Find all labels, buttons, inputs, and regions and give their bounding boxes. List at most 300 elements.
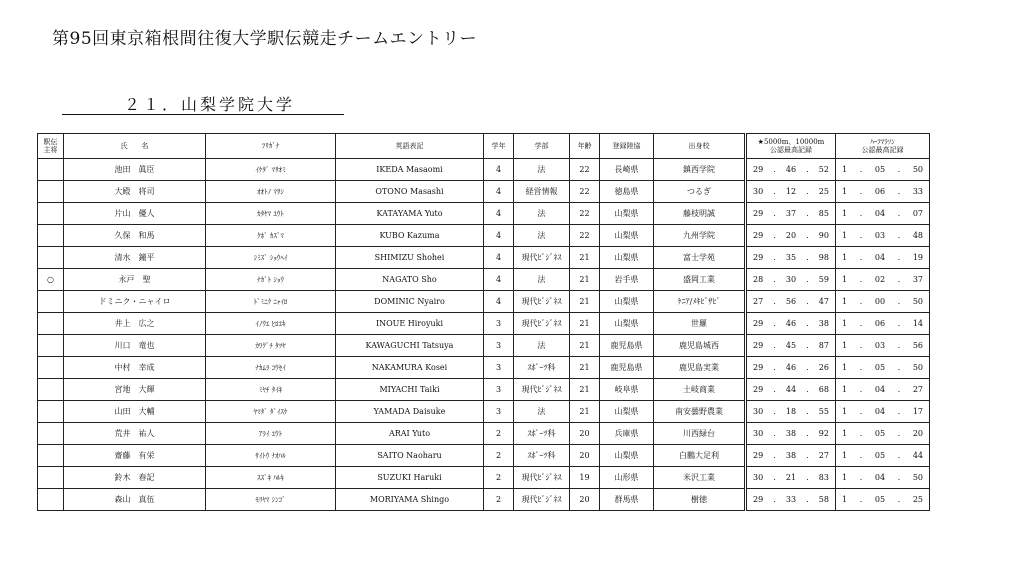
athlete-association: 岐阜県 — [600, 379, 654, 401]
athlete-name: 森山 真伍 — [64, 489, 206, 511]
record-5000-10000-parts — [747, 495, 835, 504]
athlete-name: 永戸 聖 — [64, 269, 206, 291]
record-5000-10000-part: 29 — [753, 319, 764, 328]
record-5000-10000-part: 20 — [785, 231, 797, 240]
athlete-association: 山形県 — [600, 467, 654, 489]
record-half-parts — [836, 275, 929, 284]
table-body — [38, 159, 930, 511]
record-separator: . — [897, 495, 901, 504]
athlete-english: YAMADA Daisuke — [336, 401, 484, 423]
athlete-name: 清水 鐘平 — [64, 247, 206, 269]
captain-mark — [38, 489, 64, 511]
record-half-part: 07 — [912, 209, 923, 218]
record-half-part: 05 — [874, 495, 886, 504]
record-5000-10000 — [746, 313, 836, 335]
record-separator: . — [773, 429, 776, 438]
record-5000-10000-parts — [747, 385, 835, 394]
athlete-kana: ｲﾉｳｴ ﾋﾛﾕｷ — [206, 313, 336, 335]
athlete-school: 土岐商業 — [654, 379, 746, 401]
athlete-age: 22 — [570, 181, 600, 203]
athlete-faculty: 法 — [514, 269, 570, 291]
record-5000-10000-part: 30 — [753, 429, 764, 438]
athlete-grade: 4 — [484, 203, 514, 225]
record-half-parts — [836, 451, 929, 460]
record-half-part: 1 — [842, 363, 848, 372]
record-separator: . — [897, 385, 901, 394]
record-half-part: 02 — [874, 275, 886, 284]
captain-mark — [38, 225, 64, 247]
record-separator: . — [806, 429, 809, 438]
record-5000-10000-parts — [747, 275, 835, 284]
record-separator: . — [859, 407, 863, 416]
record-separator: . — [859, 363, 863, 372]
header-ekiden: 駅伝 主将 — [38, 134, 64, 159]
athlete-kana: ｸﾎﾞ ｶｽﾞﾏ — [206, 225, 336, 247]
record-half-part: 03 — [874, 231, 886, 240]
record-5000-10000-part: 29 — [753, 253, 764, 262]
athlete-association: 山梨県 — [600, 445, 654, 467]
table-row — [38, 269, 930, 291]
record-separator: . — [859, 231, 863, 240]
record-5000-10000-part: 29 — [753, 231, 764, 240]
record-5000-10000-part: 28 — [753, 275, 764, 284]
record-half-parts — [836, 363, 929, 372]
athlete-association: 山梨県 — [600, 313, 654, 335]
table-header-row — [38, 134, 930, 159]
athlete-faculty: 現代ﾋﾞｼﾞﾈｽ — [514, 489, 570, 511]
record-half-part: 05 — [874, 165, 886, 174]
athlete-grade: 3 — [484, 357, 514, 379]
team-heading — [62, 92, 344, 115]
record-half-part: 1 — [842, 297, 848, 306]
record-5000-10000-part: 45 — [785, 341, 797, 350]
athlete-faculty: ｽﾎﾟｰﾂ科 — [514, 423, 570, 445]
record-5000-10000-part: 30 — [785, 275, 797, 284]
athlete-age: 21 — [570, 357, 600, 379]
athlete-faculty: 法 — [514, 401, 570, 423]
athlete-kana: ﾅｶﾑﾗ ｺｳｾｲ — [206, 357, 336, 379]
table-row — [38, 247, 930, 269]
athlete-name: 井上 広之 — [64, 313, 206, 335]
record-half-part: 37 — [912, 275, 923, 284]
captain-mark: ○ — [38, 269, 64, 291]
record-half — [836, 159, 930, 181]
athlete-name: 川口 竜也 — [64, 335, 206, 357]
athlete-school: 世羅 — [654, 313, 746, 335]
record-separator: . — [773, 275, 776, 284]
record-half-parts — [836, 231, 929, 240]
record-5000-10000 — [746, 269, 836, 291]
athlete-age: 21 — [570, 269, 600, 291]
athlete-school: 川西緑台 — [654, 423, 746, 445]
record-5000-10000-part: 18 — [785, 407, 797, 416]
record-half-part: 1 — [842, 473, 848, 482]
athlete-kana: ｽｽﾞｷ ﾊﾙｷ — [206, 467, 336, 489]
record-half-part: 04 — [874, 209, 886, 218]
athlete-association: 兵庫県 — [600, 423, 654, 445]
record-separator: . — [859, 187, 863, 196]
record-separator: . — [773, 297, 776, 306]
record-separator: . — [859, 165, 863, 174]
record-half-part: 20 — [912, 429, 923, 438]
record-half-part: 05 — [874, 363, 886, 372]
athlete-name: 片山 優人 — [64, 203, 206, 225]
record-5000-10000-parts — [747, 253, 835, 262]
record-half-part: 05 — [874, 429, 886, 438]
record-separator: . — [897, 451, 901, 460]
athlete-grade: 4 — [484, 269, 514, 291]
record-half — [836, 379, 930, 401]
athlete-age: 22 — [570, 225, 600, 247]
record-5000-10000-part: 87 — [818, 341, 829, 350]
athlete-association: 鹿児島県 — [600, 357, 654, 379]
record-half-parts — [836, 341, 929, 350]
record-5000-10000 — [746, 291, 836, 313]
athlete-age: 21 — [570, 335, 600, 357]
record-5000-10000-parts — [747, 209, 835, 218]
record-half — [836, 181, 930, 203]
record-separator: . — [897, 473, 901, 482]
record-half-part: 1 — [842, 165, 848, 174]
record-5000-10000-part: 47 — [818, 297, 829, 306]
record-5000-10000 — [746, 357, 836, 379]
header-school: 出身校 — [654, 134, 746, 159]
record-5000-10000-part: 29 — [753, 165, 764, 174]
table-row — [38, 379, 930, 401]
athlete-name: 齋藤 有栄 — [64, 445, 206, 467]
record-5000-10000-part: 98 — [818, 253, 829, 262]
record-5000-10000-part: 33 — [785, 495, 797, 504]
athlete-faculty: 現代ﾋﾞｼﾞﾈｽ — [514, 467, 570, 489]
athlete-faculty: 法 — [514, 335, 570, 357]
record-half — [836, 489, 930, 511]
record-half-part: 19 — [912, 253, 923, 262]
athlete-association: 山梨県 — [600, 291, 654, 313]
record-half-part: 1 — [842, 275, 848, 284]
athlete-association: 岩手県 — [600, 269, 654, 291]
table-row — [38, 203, 930, 225]
record-half-part: 05 — [874, 451, 886, 460]
record-half — [836, 357, 930, 379]
athlete-english: SAITO Naoharu — [336, 445, 484, 467]
record-5000-10000-part: 52 — [818, 165, 829, 174]
record-separator: . — [859, 385, 863, 394]
athlete-association: 山梨県 — [600, 247, 654, 269]
record-5000-10000 — [746, 467, 836, 489]
record-half — [836, 203, 930, 225]
athlete-faculty: 法 — [514, 159, 570, 181]
record-separator: . — [806, 451, 809, 460]
header-registered: 登録陸協 — [600, 134, 654, 159]
record-half — [836, 225, 930, 247]
captain-mark — [38, 379, 64, 401]
record-5000-10000-part: 30 — [753, 473, 764, 482]
athlete-school: 富士学苑 — [654, 247, 746, 269]
athlete-age: 22 — [570, 159, 600, 181]
record-half-parts — [836, 297, 929, 306]
record-half-part: 44 — [912, 451, 923, 460]
record-5000-10000-part: 30 — [753, 407, 764, 416]
record-separator: . — [773, 231, 776, 240]
record-5000-10000 — [746, 445, 836, 467]
athlete-name: 大殿 将司 — [64, 181, 206, 203]
table-row — [38, 467, 930, 489]
athlete-grade: 3 — [484, 401, 514, 423]
record-5000-10000-part: 55 — [818, 407, 829, 416]
athlete-english: NAKAMURA Kosei — [336, 357, 484, 379]
record-half — [836, 335, 930, 357]
athlete-grade: 4 — [484, 225, 514, 247]
record-half-parts — [836, 187, 929, 196]
record-5000-10000 — [746, 181, 836, 203]
athlete-kana: ﾄﾞﾐﾆｸ ﾆｬｲﾛ — [206, 291, 336, 313]
athlete-school: 鎮西学院 — [654, 159, 746, 181]
record-5000-10000-parts — [747, 363, 835, 372]
athlete-english: MIYACHI Taiki — [336, 379, 484, 401]
record-5000-10000-parts — [747, 187, 835, 196]
athlete-english: MORIYAMA Shingo — [336, 489, 484, 511]
record-5000-10000 — [746, 379, 836, 401]
record-5000-10000-parts — [747, 165, 835, 174]
athlete-grade: 4 — [484, 247, 514, 269]
record-5000-10000-parts — [747, 451, 835, 460]
record-5000-10000-part: 44 — [785, 385, 797, 394]
record-half — [836, 423, 930, 445]
record-5000-10000-part: 56 — [785, 297, 797, 306]
record-separator: . — [897, 231, 901, 240]
record-half-parts — [836, 495, 929, 504]
athlete-name: 池田 眞臣 — [64, 159, 206, 181]
athlete-faculty: 法 — [514, 203, 570, 225]
athlete-english: KUBO Kazuma — [336, 225, 484, 247]
record-half-part: 00 — [874, 297, 886, 306]
header-age: 年齢 — [570, 134, 600, 159]
athlete-association: 群馬県 — [600, 489, 654, 511]
athlete-age: 21 — [570, 379, 600, 401]
record-half-part: 04 — [874, 253, 886, 262]
record-half-part: 50 — [912, 165, 923, 174]
record-separator: . — [806, 473, 809, 482]
athlete-faculty: ｽﾎﾟｰﾂ科 — [514, 357, 570, 379]
table-row — [38, 445, 930, 467]
athlete-age: 19 — [570, 467, 600, 489]
table-row — [38, 181, 930, 203]
record-5000-10000 — [746, 225, 836, 247]
record-separator: . — [806, 407, 809, 416]
athlete-association: 山梨県 — [600, 401, 654, 423]
athlete-grade: 3 — [484, 379, 514, 401]
record-separator: . — [859, 253, 863, 262]
record-half-parts — [836, 253, 929, 262]
record-5000-10000-part: 46 — [785, 319, 797, 328]
record-5000-10000-part: 38 — [818, 319, 829, 328]
athlete-english: INOUE Hiroyuki — [336, 313, 484, 335]
record-5000-10000-parts — [747, 319, 835, 328]
athlete-kana: ﾔﾏﾀﾞ ﾀﾞｲｽｹ — [206, 401, 336, 423]
record-5000-10000-part: 83 — [818, 473, 829, 482]
record-half-part: 50 — [912, 473, 923, 482]
captain-mark — [38, 159, 64, 181]
athlete-grade: 2 — [484, 445, 514, 467]
athlete-kana: ｻｲﾄｳ ﾅｵﾊﾙ — [206, 445, 336, 467]
table-row — [38, 357, 930, 379]
record-separator: . — [773, 187, 776, 196]
athlete-grade: 4 — [484, 291, 514, 313]
record-half-part: 48 — [912, 231, 923, 240]
athlete-english: DOMINIC Nyairo — [336, 291, 484, 313]
record-half-part: 1 — [842, 429, 848, 438]
athlete-kana: ﾅｶﾞﾄ ｼｮｳ — [206, 269, 336, 291]
athlete-faculty: 現代ﾋﾞｼﾞﾈｽ — [514, 247, 570, 269]
record-half-parts — [836, 385, 929, 394]
record-half-part: 17 — [912, 407, 923, 416]
record-separator: . — [859, 495, 863, 504]
record-separator: . — [806, 209, 809, 218]
athlete-name: 荒井 祐人 — [64, 423, 206, 445]
record-half-part: 25 — [912, 495, 923, 504]
record-half-part: 1 — [842, 407, 848, 416]
record-half-parts — [836, 473, 929, 482]
athlete-school: 盛岡工業 — [654, 269, 746, 291]
captain-mark — [38, 357, 64, 379]
athlete-kana: ｱﾗｲ ﾕｳﾄ — [206, 423, 336, 445]
team-name: ２１．山梨学院大学 — [124, 95, 296, 114]
table-row — [38, 313, 930, 335]
record-separator: . — [806, 341, 809, 350]
record-separator: . — [859, 319, 863, 328]
record-5000-10000-part: 92 — [818, 429, 829, 438]
athlete-kana: ｶﾜｸﾞﾁ ﾀﾂﾔ — [206, 335, 336, 357]
athlete-faculty: 法 — [514, 225, 570, 247]
header-kana: ﾌﾘｶﾞﾅ — [206, 134, 336, 159]
athlete-grade: 4 — [484, 181, 514, 203]
athlete-school: 南安曇野農業 — [654, 401, 746, 423]
record-separator: . — [859, 473, 863, 482]
header-faculty: 学部 — [514, 134, 570, 159]
record-5000-10000-part: 46 — [785, 165, 797, 174]
record-separator: . — [859, 275, 863, 284]
record-5000-10000-part: 35 — [785, 253, 797, 262]
record-separator: . — [806, 319, 809, 328]
athlete-association: 長崎県 — [600, 159, 654, 181]
athlete-name: 鈴木 春記 — [64, 467, 206, 489]
athlete-school: 樹徳 — [654, 489, 746, 511]
record-half-part: 50 — [912, 297, 923, 306]
athlete-name: 山田 大輔 — [64, 401, 206, 423]
record-separator: . — [806, 297, 809, 306]
athlete-kana: ﾐﾔﾁ ﾀｲｷ — [206, 379, 336, 401]
header-english: 英語表記 — [336, 134, 484, 159]
record-half — [836, 401, 930, 423]
record-separator: . — [859, 209, 863, 218]
athlete-age: 20 — [570, 489, 600, 511]
record-5000-10000-part: 85 — [818, 209, 829, 218]
athlete-grade: 3 — [484, 335, 514, 357]
record-5000-10000-part: 68 — [818, 385, 829, 394]
page-title: 第95回東京箱根間往復大学駅伝競走チームエントリー — [52, 29, 478, 49]
record-separator: . — [859, 451, 863, 460]
record-5000-10000-part: 29 — [753, 209, 764, 218]
record-5000-10000-part: 29 — [753, 451, 764, 460]
athlete-english: NAGATO Sho — [336, 269, 484, 291]
athlete-kana: ｲｹﾀﾞ ﾏｻｵﾐ — [206, 159, 336, 181]
record-separator: . — [806, 165, 809, 174]
athlete-name: 中村 幸成 — [64, 357, 206, 379]
record-half — [836, 445, 930, 467]
record-separator: . — [897, 363, 901, 372]
athlete-faculty: 経営情報 — [514, 181, 570, 203]
athlete-english: IKEDA Masaomi — [336, 159, 484, 181]
athlete-school: つるぎ — [654, 181, 746, 203]
record-separator: . — [806, 363, 809, 372]
athlete-school: 鹿児島実業 — [654, 357, 746, 379]
record-separator: . — [773, 363, 776, 372]
captain-mark — [38, 313, 64, 335]
record-5000-10000-part: 37 — [785, 209, 797, 218]
record-half-part: 1 — [842, 253, 848, 262]
captain-mark — [38, 467, 64, 489]
captain-mark — [38, 335, 64, 357]
athlete-school: 米沢工業 — [654, 467, 746, 489]
record-5000-10000-parts — [747, 473, 835, 482]
header-grade: 学年 — [484, 134, 514, 159]
athlete-age: 22 — [570, 203, 600, 225]
record-half-part: 04 — [874, 407, 886, 416]
record-separator: . — [773, 495, 776, 504]
record-5000-10000-parts — [747, 231, 835, 240]
record-separator: . — [859, 297, 863, 306]
record-separator: . — [859, 341, 863, 350]
record-5000-10000 — [746, 159, 836, 181]
athlete-age: 20 — [570, 423, 600, 445]
athlete-age: 21 — [570, 313, 600, 335]
athlete-association: 山梨県 — [600, 203, 654, 225]
athlete-grade: 2 — [484, 467, 514, 489]
record-5000-10000-parts — [747, 297, 835, 306]
record-separator: . — [773, 451, 776, 460]
record-separator: . — [773, 209, 776, 218]
athlete-school: ｹﾆｱ/ﾒｷﾋﾞｻﾋﾞ — [654, 291, 746, 313]
record-5000-10000 — [746, 203, 836, 225]
captain-mark — [38, 291, 64, 313]
athlete-association: 山梨県 — [600, 225, 654, 247]
record-5000-10000-part: 38 — [785, 451, 797, 460]
record-5000-10000-part: 58 — [818, 495, 829, 504]
athlete-kana: ｵｵﾄﾉ ﾏｻｼ — [206, 181, 336, 203]
record-half — [836, 291, 930, 313]
athlete-age: 21 — [570, 247, 600, 269]
record-half-parts — [836, 209, 929, 218]
record-half-part: 04 — [874, 473, 886, 482]
athlete-name: ドミニク・ニャイロ — [64, 291, 206, 313]
table-row — [38, 291, 930, 313]
athlete-school: 鹿児島城西 — [654, 335, 746, 357]
record-half-part: 06 — [874, 187, 886, 196]
record-separator: . — [897, 319, 901, 328]
record-5000-10000-parts — [747, 341, 835, 350]
header-best5000: ★5000m、10000m 公認最高記録 — [746, 134, 836, 159]
athlete-grade: 2 — [484, 489, 514, 511]
record-half-part: 06 — [874, 319, 886, 328]
record-separator: . — [897, 187, 901, 196]
record-5000-10000 — [746, 247, 836, 269]
record-separator: . — [897, 341, 901, 350]
table-row — [38, 335, 930, 357]
record-separator: . — [773, 385, 776, 394]
record-5000-10000-part: 30 — [753, 187, 764, 196]
athlete-name: 宮地 大輝 — [64, 379, 206, 401]
captain-mark — [38, 203, 64, 225]
